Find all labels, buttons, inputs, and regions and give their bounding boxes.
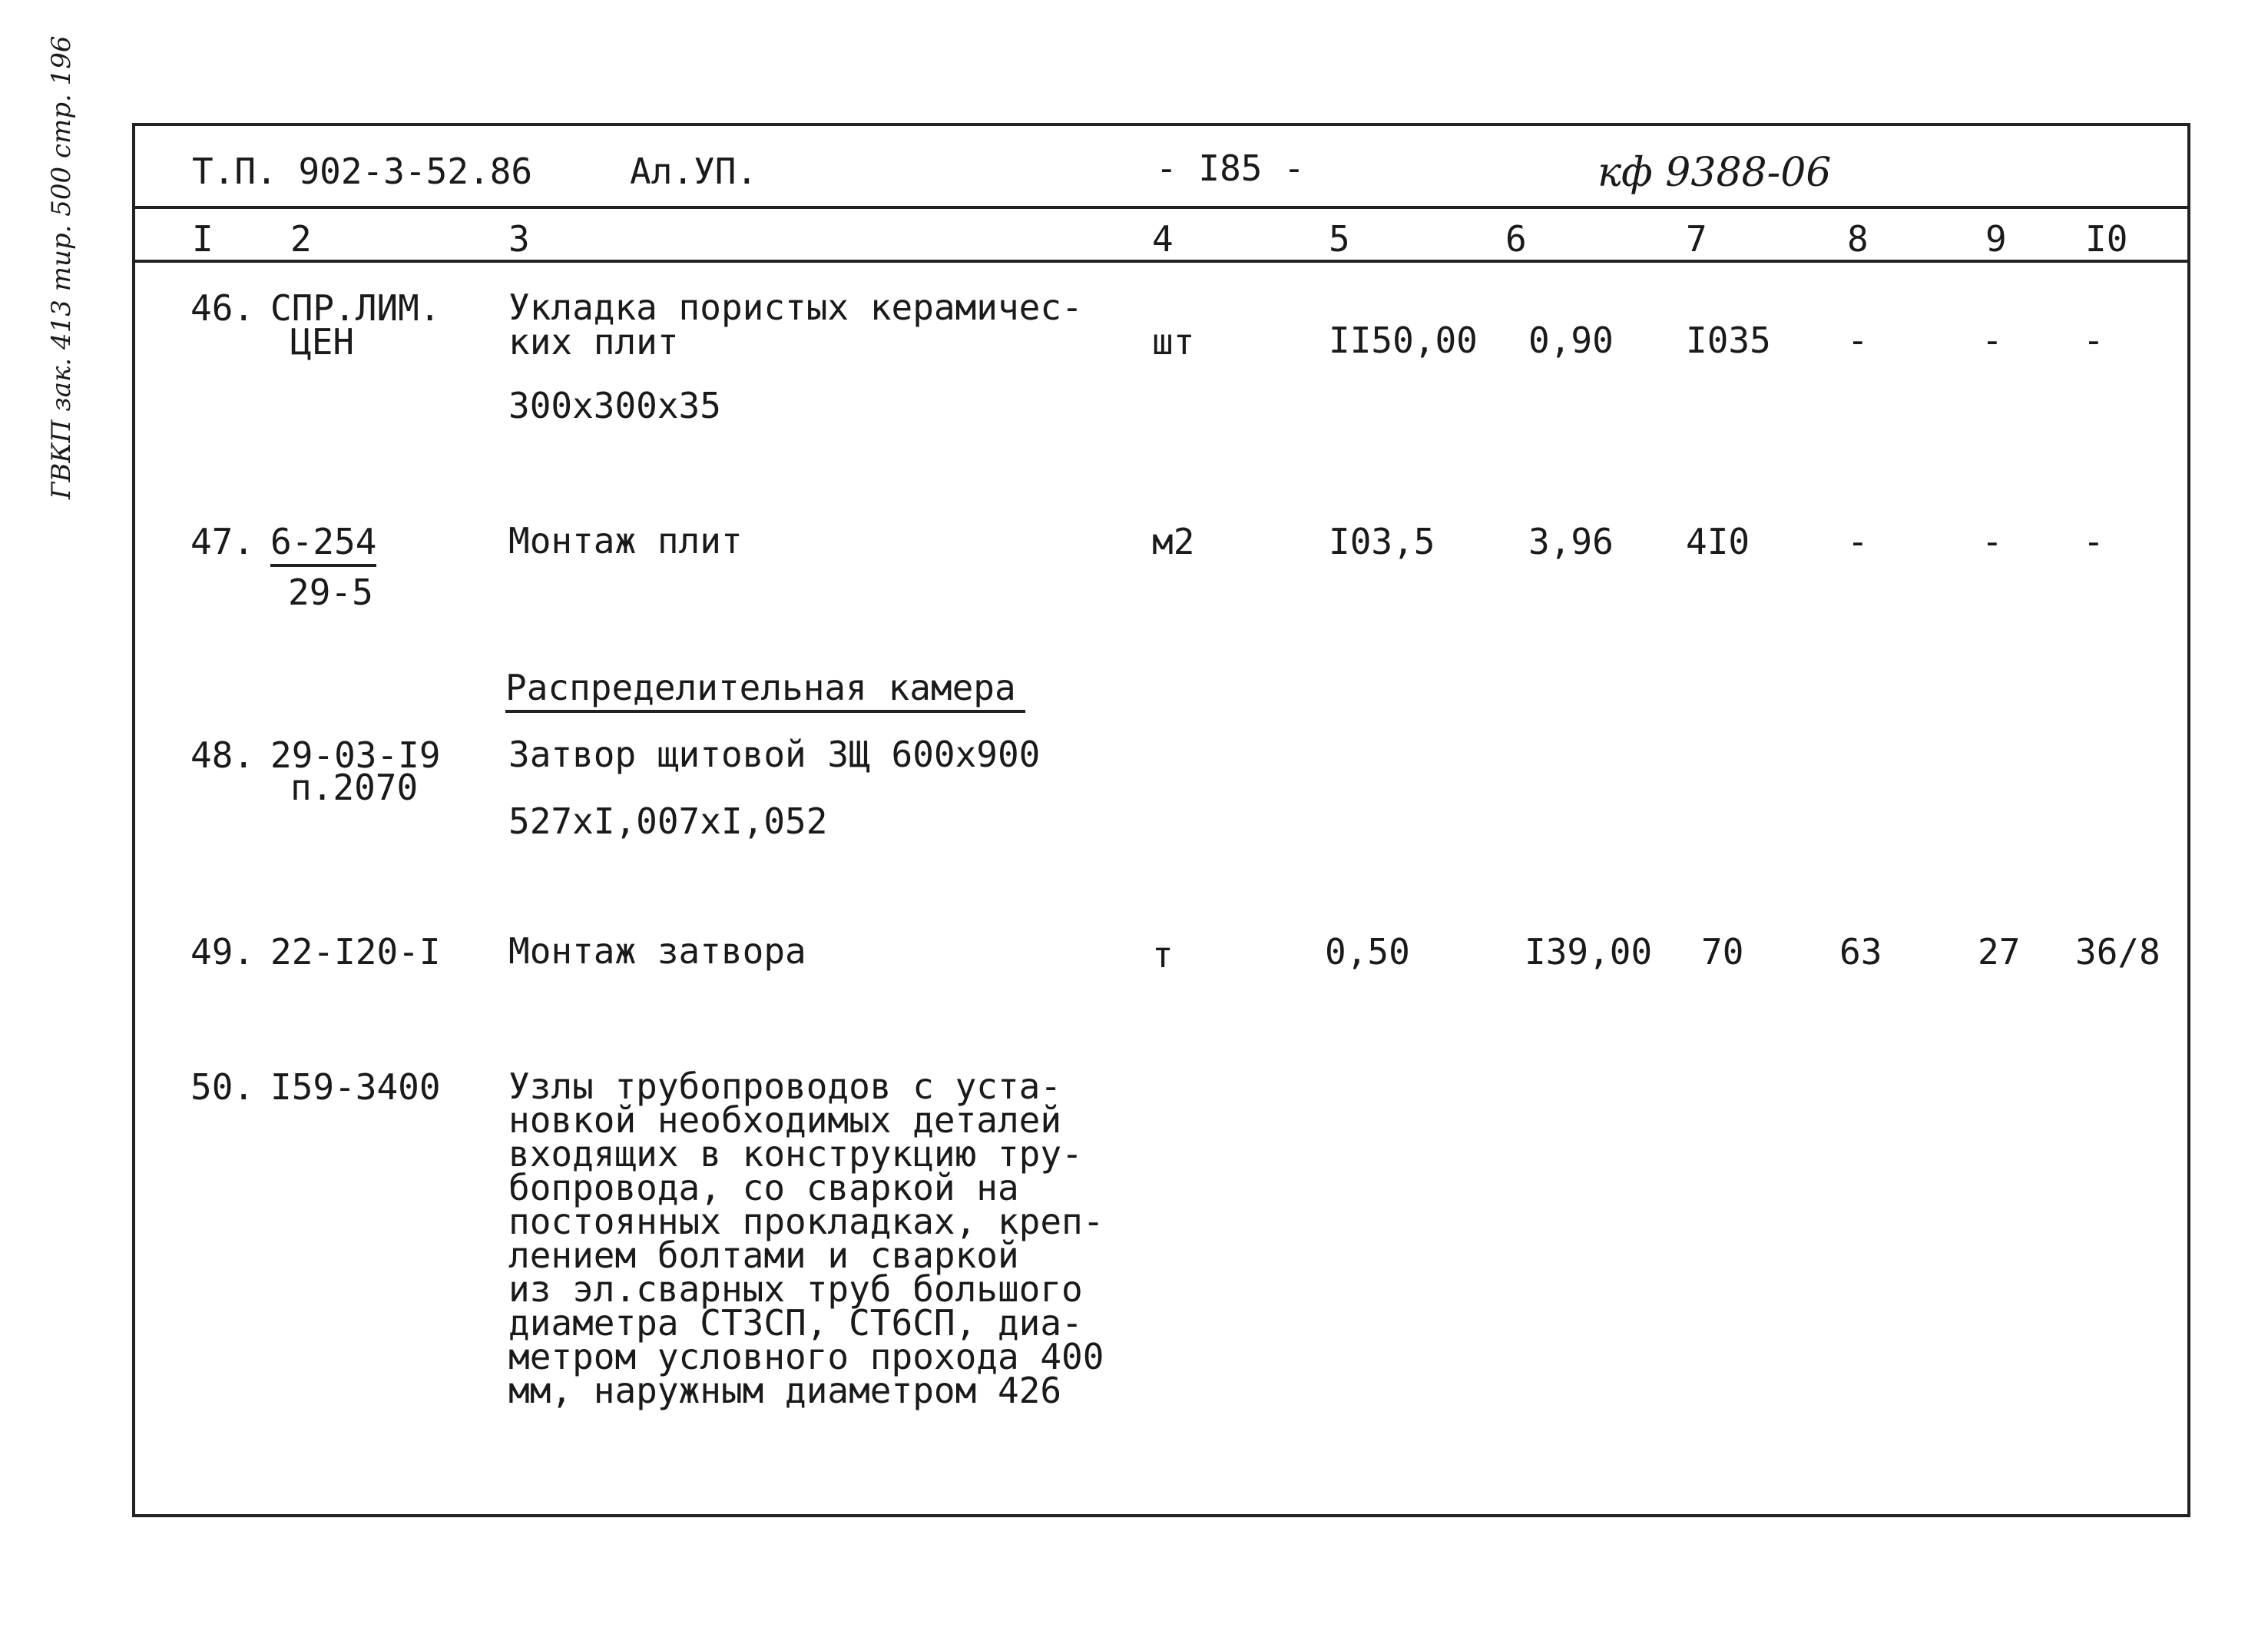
row-number: 48. (190, 734, 255, 776)
row-col9: - (1982, 521, 2003, 562)
doc-number: Т.П. 902-3-52.86 (192, 151, 533, 192)
col-7: 7 (1686, 218, 1707, 260)
row-description: Монтаж затвора (508, 930, 806, 972)
row-col8: - (1847, 521, 1869, 562)
row-col7: 4I0 (1686, 521, 1750, 562)
col-3: 3 (508, 218, 530, 260)
side-note: ГВКП зак. 413 тир. 500 стр. 196 (46, 35, 77, 499)
row-ref-sub: 29-5 (288, 572, 373, 613)
album-number: Ал.УП. (630, 151, 758, 192)
row-unit: м2 (1152, 521, 1195, 562)
row-col9: 27 (1978, 931, 2021, 973)
col-1: I (192, 218, 214, 260)
row-ref: I59-3400 (270, 1066, 441, 1108)
row-col5: 0,50 (1325, 931, 1410, 973)
row-number: 50. (190, 1066, 255, 1108)
col-2: 2 (290, 218, 312, 260)
header-divider (132, 206, 2190, 209)
row-number: 49. (190, 931, 255, 973)
row-ref-sub: ЦЕН (290, 321, 355, 363)
row-col6: 3,96 (1528, 521, 1614, 562)
row-number: 46. (190, 287, 255, 329)
row-col6: 0,90 (1528, 320, 1614, 361)
row-description: Затвор щитовой ЗЩ 600x900 (508, 734, 1041, 775)
section-title: Распределительная камера (505, 670, 1025, 713)
col-5: 5 (1329, 218, 1350, 260)
code-number: кф 9388-06 (1598, 150, 1832, 196)
row-col7: I035 (1686, 320, 1771, 361)
row-description-extra: 527xI,007xI,052 (508, 800, 828, 842)
row-description-extra: 300x300x35 (508, 385, 721, 426)
col-10: I0 (2085, 218, 2128, 260)
row-ref: 29-03-I9 (270, 734, 441, 776)
row-col7: 70 (1701, 931, 1744, 973)
row-ref: СПР.ЛИМ. (270, 287, 441, 329)
row-col9: - (1982, 320, 2003, 361)
row-description: Укладка пористых керамичес- ких плит (508, 287, 1083, 363)
row-col5: II50,00 (1329, 320, 1478, 361)
row-ref-sub: п.2070 (290, 767, 419, 808)
row-description: Узлы трубопроводов с уста- новкой необходимых деталей входящих в конструкцию тру- бопровода, со сваркой на постоянных прокладках, креп- лением болтами и сваркой из эл.сварных труб большого диаметра СТ3СП, СТ6СП, диа- метром условного прохода 400 мм, наружным диаметром 426 (508, 1066, 1104, 1411)
row-col10: - (2083, 320, 2104, 361)
row-description: Монтаж плит (508, 520, 743, 562)
row-ref: 6-254 (270, 524, 376, 567)
row-col10: - (2083, 521, 2104, 562)
col-8: 8 (1847, 218, 1869, 260)
col-9: 9 (1985, 218, 2007, 260)
row-col5: I03,5 (1329, 521, 1435, 562)
row-number: 47. (190, 521, 255, 562)
row-col6: I39,00 (1525, 931, 1653, 973)
column-header-divider (132, 260, 2190, 263)
row-col8: - (1847, 320, 1869, 361)
row-col8: 63 (1839, 931, 1882, 973)
row-ref: 22-I20-I (270, 931, 441, 973)
row-unit: шт (1152, 321, 1195, 363)
page-number: - I85 - (1156, 147, 1305, 189)
col-4: 4 (1152, 218, 1174, 260)
row-unit: т (1152, 934, 1174, 976)
col-6: 6 (1505, 218, 1527, 260)
row-col10: 36/8 (2075, 931, 2160, 973)
